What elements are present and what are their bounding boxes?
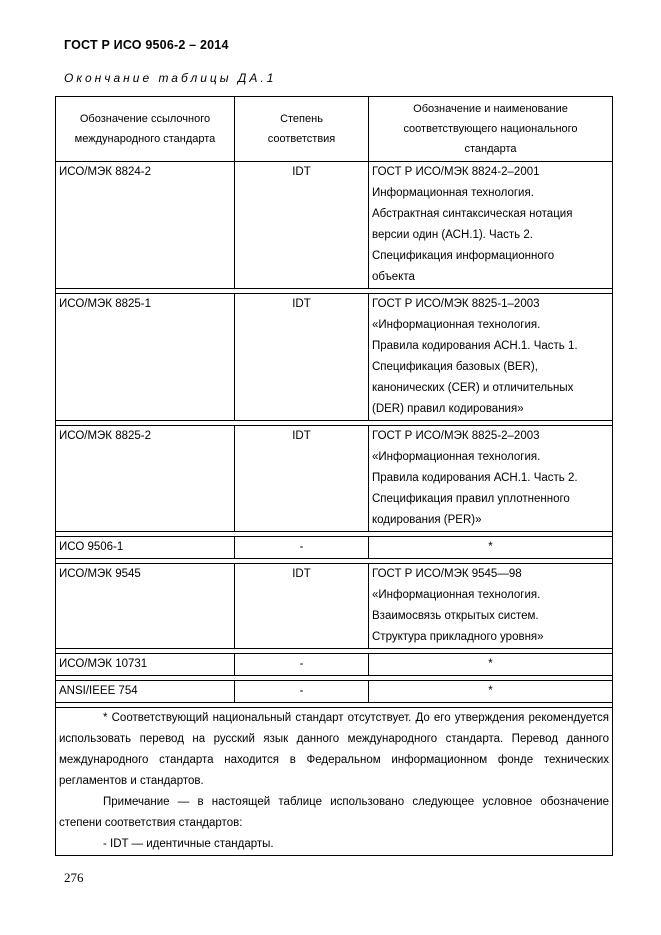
note-intro-text: Примечание — в настоящей таблице использовано следующее условное обозначение степени соответствия стандартов:: [59, 796, 609, 829]
degree-cell: IDT: [235, 294, 369, 421]
table-row: [56, 162, 613, 289]
reference-standard-cell: ИСО/МЭК 10731: [56, 654, 235, 676]
page-number: 276: [64, 870, 84, 885]
header-national-standard: Обозначение и наименование соответствующего национального стандарта: [369, 97, 613, 162]
national-standard-line: ГОСТ Р ИСО/МЭК 8825-2–2003: [372, 430, 540, 442]
table-header-row: [56, 97, 613, 162]
national-standard-cell: [369, 654, 613, 676]
table-body: [56, 162, 613, 708]
national-standard-line: *: [488, 541, 493, 553]
notes-row: [56, 708, 613, 856]
national-standard-line: Абстрактная синтаксическая нотация: [372, 208, 573, 220]
header-reference-standard: Обозначение ссылочного международного стандарта: [56, 97, 235, 162]
national-standard-line: ГОСТ Р ИСО/МЭК 8824-2–2001: [372, 166, 540, 178]
national-standard-line: объекта: [372, 271, 415, 283]
national-standard-line: кодирования (PER)»: [372, 514, 482, 526]
national-standard-line: *: [488, 658, 493, 670]
national-standard-line: Правила кодирования АСН.1. Часть 2.: [372, 472, 578, 484]
national-standard-line: «Информационная технология.: [372, 589, 541, 601]
national-standard-cell: [369, 162, 613, 289]
national-standard-line: Информационная технология.: [372, 187, 534, 199]
national-standard-line: (DER) правил кодирования»: [372, 403, 524, 415]
document-title: ГОСТ Р ИСО 9506-2 – 2014: [64, 38, 229, 52]
table-row: [56, 537, 613, 559]
reference-standard-cell: ИСО/МЭК 9545: [56, 564, 235, 649]
degree-cell: IDT: [235, 564, 369, 649]
degree-cell: -: [235, 654, 369, 676]
national-standard-line: ГОСТ Р ИСО/МЭК 9545—98: [372, 568, 522, 580]
table-row: [56, 294, 613, 421]
national-standard-line: канонических (CER) и отличительных: [372, 382, 574, 394]
national-standard-cell: [369, 537, 613, 559]
notes-cell: [56, 708, 613, 856]
table-row: [56, 426, 613, 532]
national-standard-cell: [369, 681, 613, 703]
reference-standard-cell: ANSI/IEEE 754: [56, 681, 235, 703]
note-item-text: - IDT — идентичные стандарты.: [103, 838, 274, 850]
national-standard-line: Спецификация информационного: [372, 250, 555, 262]
header-degree: Степень соответствия: [235, 97, 369, 162]
degree-cell: -: [235, 537, 369, 559]
table-row: [56, 681, 613, 703]
national-standard-line: Правила кодирования АСН.1. Часть 1.: [372, 340, 578, 352]
national-standard-line: *: [488, 685, 493, 697]
table-row: [56, 654, 613, 676]
national-standard-line: ГОСТ Р ИСО/МЭК 8825-1–2003: [372, 298, 540, 310]
national-standard-line: Спецификация правил уплотненного: [372, 493, 570, 505]
national-standard-line: «Информационная технология.: [372, 319, 541, 331]
national-standard-line: «Информационная технология.: [372, 451, 541, 463]
national-standard-cell: [369, 564, 613, 649]
table-row: [56, 564, 613, 649]
national-standard-line: версии один (АСН.1). Часть 2.: [372, 229, 533, 241]
national-standard-cell: [369, 294, 613, 421]
degree-cell: IDT: [235, 162, 369, 289]
degree-cell: IDT: [235, 426, 369, 532]
reference-standard-cell: ИСО/МЭК 8824-2: [56, 162, 235, 289]
national-standard-cell: [369, 426, 613, 532]
national-standard-line: Спецификация базовых (BER),: [372, 361, 538, 373]
reference-standard-cell: ИСО/МЭК 8825-2: [56, 426, 235, 532]
national-standard-line: Взаимосвязь открытых систем.: [372, 610, 539, 622]
table-caption: Окончание таблицы ДА.1: [64, 71, 277, 85]
reference-standard-cell: ИСО/МЭК 8825-1: [56, 294, 235, 421]
national-standard-line: Структура прикладного уровня»: [372, 631, 544, 643]
conformity-table: [55, 96, 613, 856]
reference-standard-cell: ИСО 9506-1: [56, 537, 235, 559]
degree-cell: -: [235, 681, 369, 703]
footnote-text: * Соответствующий национальный стандарт отсутствует. До его утверждения рекомендуется использовать перевод на русский язык данного международного стандарта. Перевод данного международного стандарта находится в Федеральном информационном фонде технических регламентов и стандартов.: [59, 712, 609, 787]
